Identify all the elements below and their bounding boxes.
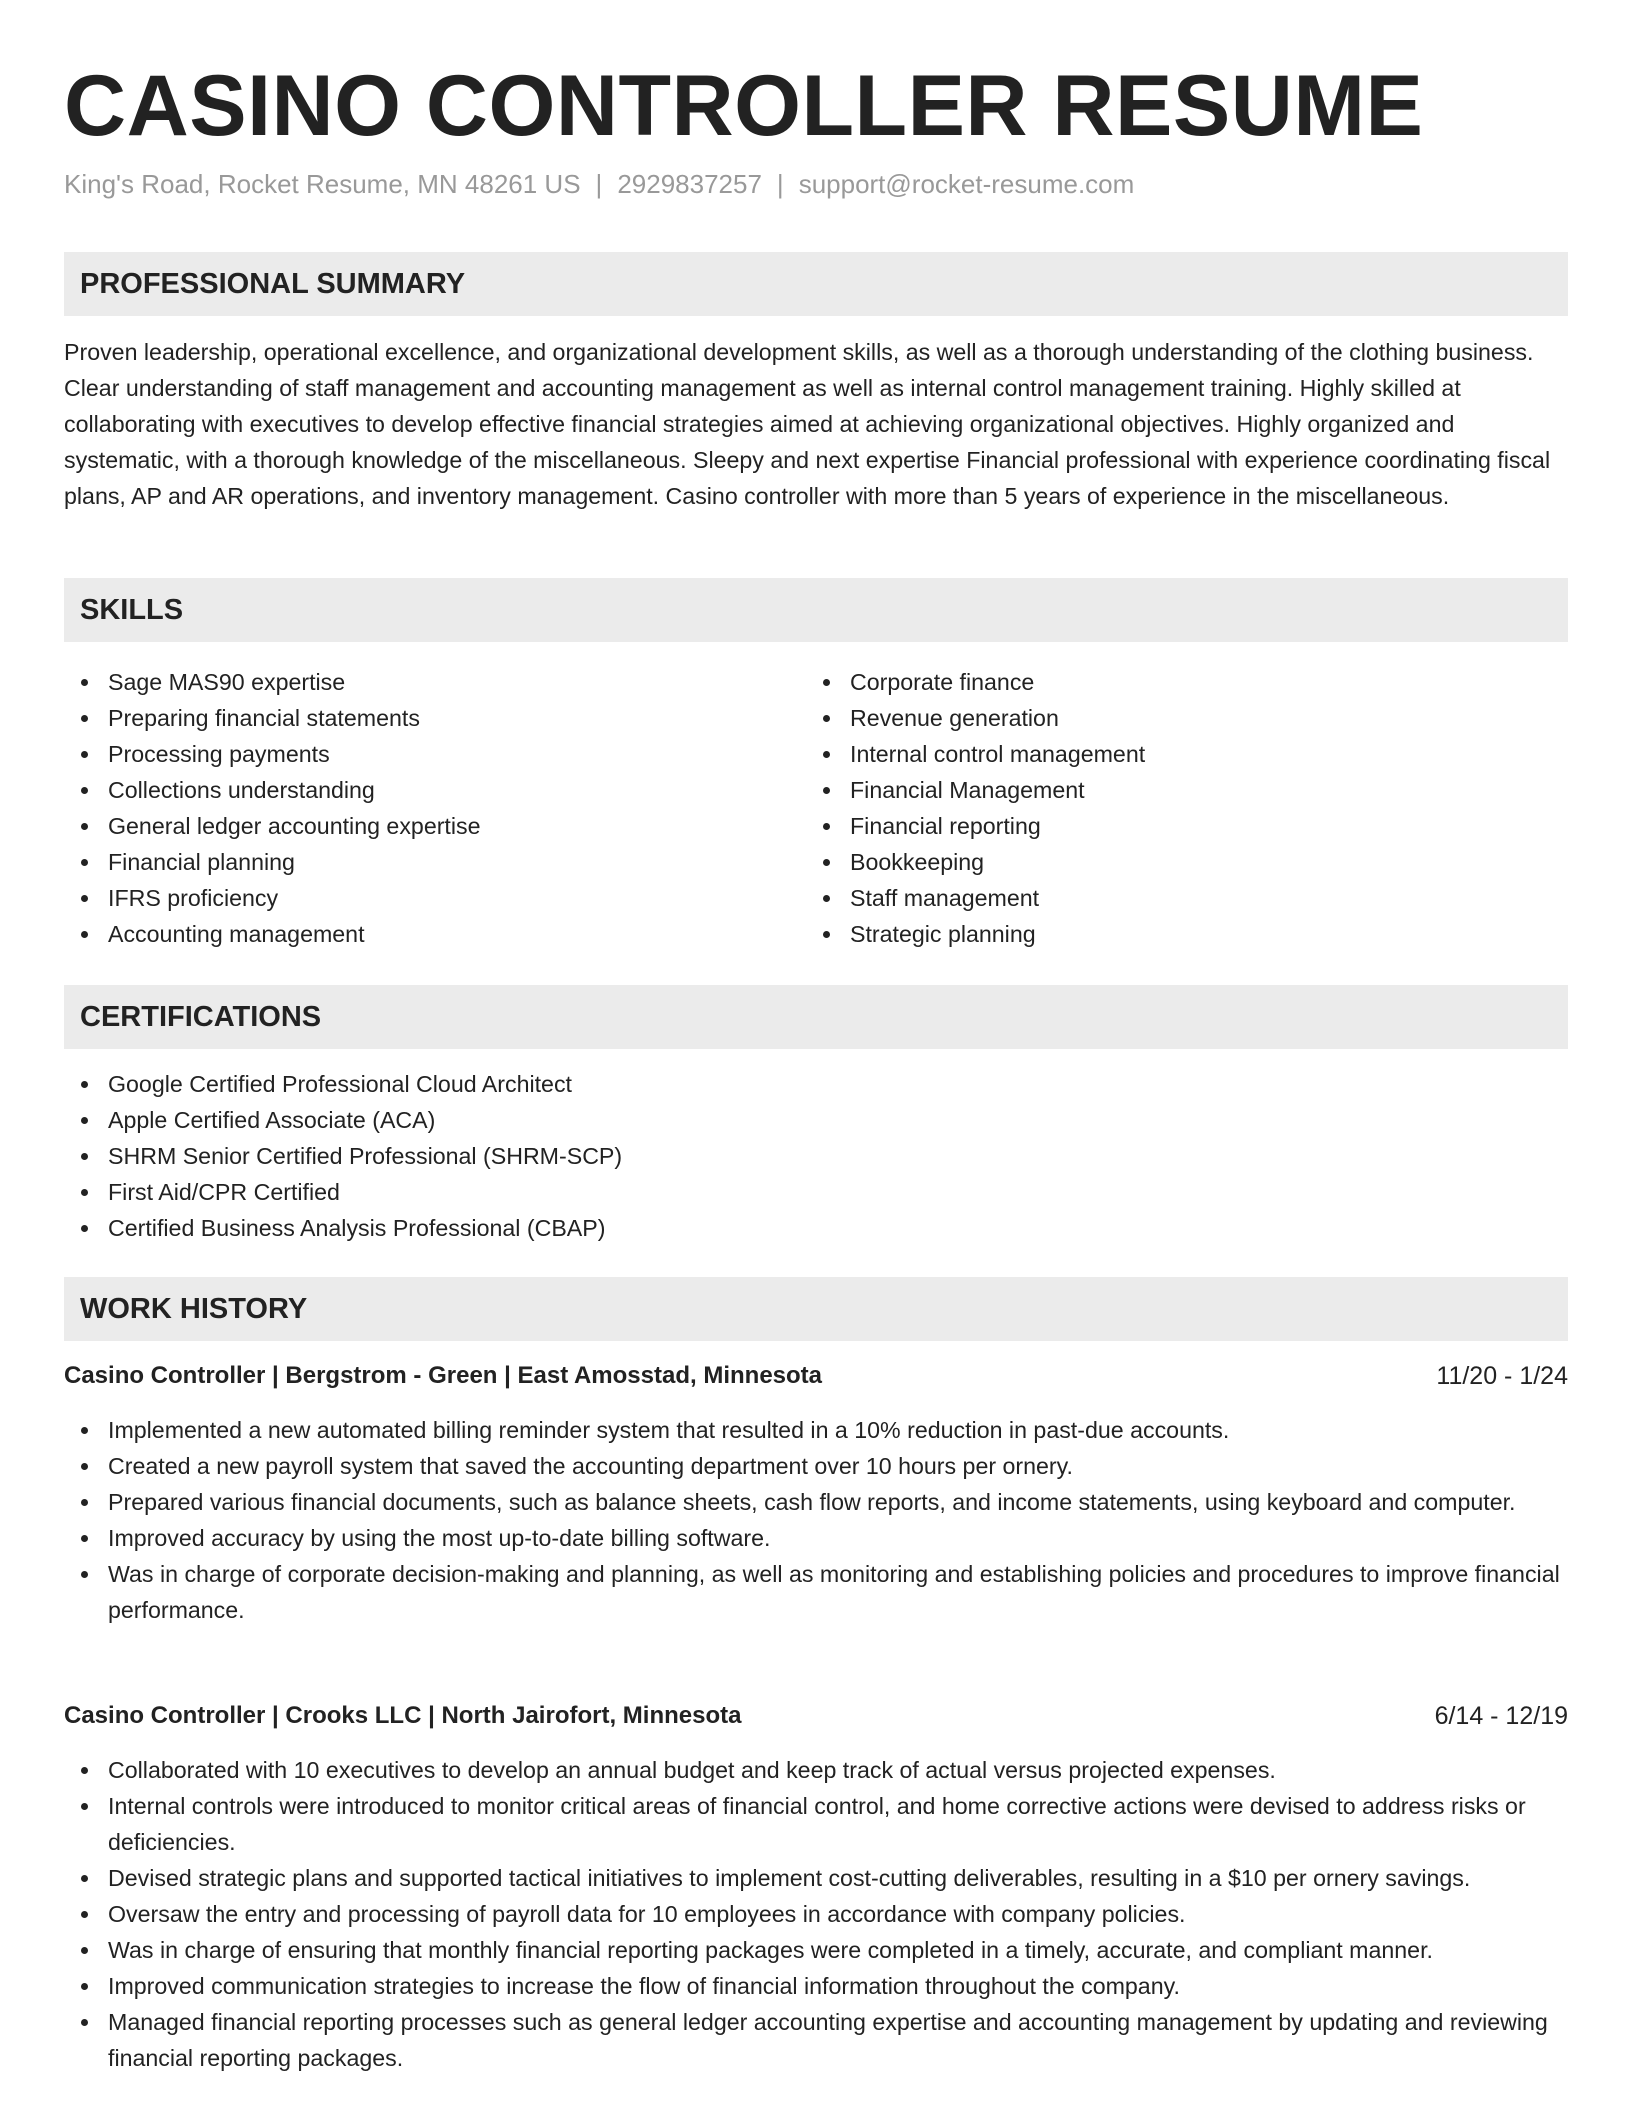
skill-item: Strategic planning xyxy=(806,916,1546,952)
job-bullet: Was in charge of corporate decision-making and planning, as well as monitoring and establishing policies and procedures to improve financial performance. xyxy=(64,1556,1568,1628)
skill-item: General ledger accounting expertise xyxy=(64,808,804,844)
job-dates: 11/20 - 1/24 xyxy=(1436,1362,1568,1390)
skills-list-left xyxy=(64,664,804,952)
section-header-work-history: WORK HISTORY xyxy=(64,1277,1568,1341)
job-bullets xyxy=(64,1752,1568,2076)
skill-item: Financial reporting xyxy=(806,808,1546,844)
job-heading xyxy=(64,1696,1568,1736)
certifications-list xyxy=(64,1066,1568,1246)
certification-item: SHRM Senior Certified Professional (SHRM-SCP) xyxy=(64,1138,1568,1174)
job-bullet: Managed financial reporting processes such as general ledger accounting expertise and accounting management by updating and reviewing financial reporting packages. xyxy=(64,2004,1568,2076)
contact-email: support@rocket-resume.com xyxy=(798,169,1135,199)
skill-item: IFRS proficiency xyxy=(64,880,804,916)
job-heading xyxy=(64,1356,1568,1396)
job-bullet: Implemented a new automated billing reminder system that resulted in a 10% reduction in past-due accounts. xyxy=(64,1412,1568,1448)
contact-phone: 2929837257 xyxy=(617,169,762,199)
job-title: Casino Controller | Bergstrom - Green | East Amosstad, Minnesota xyxy=(64,1362,823,1389)
skill-item: Financial Management xyxy=(806,772,1546,808)
job-bullet: Prepared various financial documents, such as balance sheets, cash flow reports, and income statements, using keyboard and computer. xyxy=(64,1484,1568,1520)
contact-address: King's Road, Rocket Resume, MN 48261 US xyxy=(64,169,581,199)
skill-item: Bookkeeping xyxy=(806,844,1546,880)
job-title: Casino Controller | Crooks LLC | North Jairofort, Minnesota xyxy=(64,1702,742,1729)
skill-item: Revenue generation xyxy=(806,700,1546,736)
job-bullet: Created a new payroll system that saved the accounting department over 10 hours per ornery. xyxy=(64,1448,1568,1484)
skill-item: Internal control management xyxy=(806,736,1546,772)
contact-separator: | xyxy=(776,169,784,199)
skill-item: Processing payments xyxy=(64,736,804,772)
job-bullet: Improved accuracy by using the most up-to-date billing software. xyxy=(64,1520,1568,1556)
job-bullet: Internal controls were introduced to monitor critical areas of financial control, and home corrective actions were devised to address risks or deficiencies. xyxy=(64,1788,1568,1860)
resume-title: CASINO CONTROLLER RESUME xyxy=(64,58,1424,154)
certification-item: First Aid/CPR Certified xyxy=(64,1174,1568,1210)
skill-item: Preparing financial statements xyxy=(64,700,804,736)
contact-line xyxy=(64,166,1134,202)
skill-item: Sage MAS90 expertise xyxy=(64,664,804,700)
skill-item: Accounting management xyxy=(64,916,804,952)
certification-item: Certified Business Analysis Professional (CBAP) xyxy=(64,1210,1568,1246)
job-bullet: Improved communication strategies to increase the flow of financial information throughout the company. xyxy=(64,1968,1568,2004)
skill-item: Collections understanding xyxy=(64,772,804,808)
skill-item: Financial planning xyxy=(64,844,804,880)
job-bullet: Collaborated with 10 executives to develop an annual budget and keep track of actual versus projected expenses. xyxy=(64,1752,1568,1788)
contact-separator: | xyxy=(595,169,603,199)
skill-item: Corporate finance xyxy=(806,664,1546,700)
job-dates: 6/14 - 12/19 xyxy=(1434,1702,1568,1730)
job-bullets xyxy=(64,1412,1568,1628)
section-header-skills: SKILLS xyxy=(64,578,1568,642)
summary-text: Proven leadership, operational excellence, and organizational development skills, as well as a thorough understanding of the clothing business. Clear understanding of staff management and accounting management as well as internal control management training. Highly skilled at collaborating with executives to develop effective financial strategies aimed at achieving organizational objectives. Highly organized and systematic, with a thorough knowledge of the miscellaneous. Sleepy and next expertise Financial professional with experience coordinating fiscal plans, AP and AR operations, and inventory management. Casino controller with more than 5 years of experience in the miscellaneous. xyxy=(64,339,1551,509)
certification-item: Apple Certified Associate (ACA) xyxy=(64,1102,1568,1138)
job-bullet: Devised strategic plans and supported tactical initiatives to implement cost-cutting deliverables, resulting in a $10 per ornery savings. xyxy=(64,1860,1568,1896)
job-bullet: Was in charge of ensuring that monthly financial reporting packages were completed in a timely, accurate, and compliant manner. xyxy=(64,1932,1568,1968)
skill-item: Staff management xyxy=(806,880,1546,916)
skills-list-right xyxy=(806,664,1546,952)
certification-item: Google Certified Professional Cloud Architect xyxy=(64,1066,1568,1102)
job-bullet: Oversaw the entry and processing of payroll data for 10 employees in accordance with company policies. xyxy=(64,1896,1568,1932)
section-header-summary: PROFESSIONAL SUMMARY xyxy=(64,252,1568,316)
section-header-certifications: CERTIFICATIONS xyxy=(64,985,1568,1049)
